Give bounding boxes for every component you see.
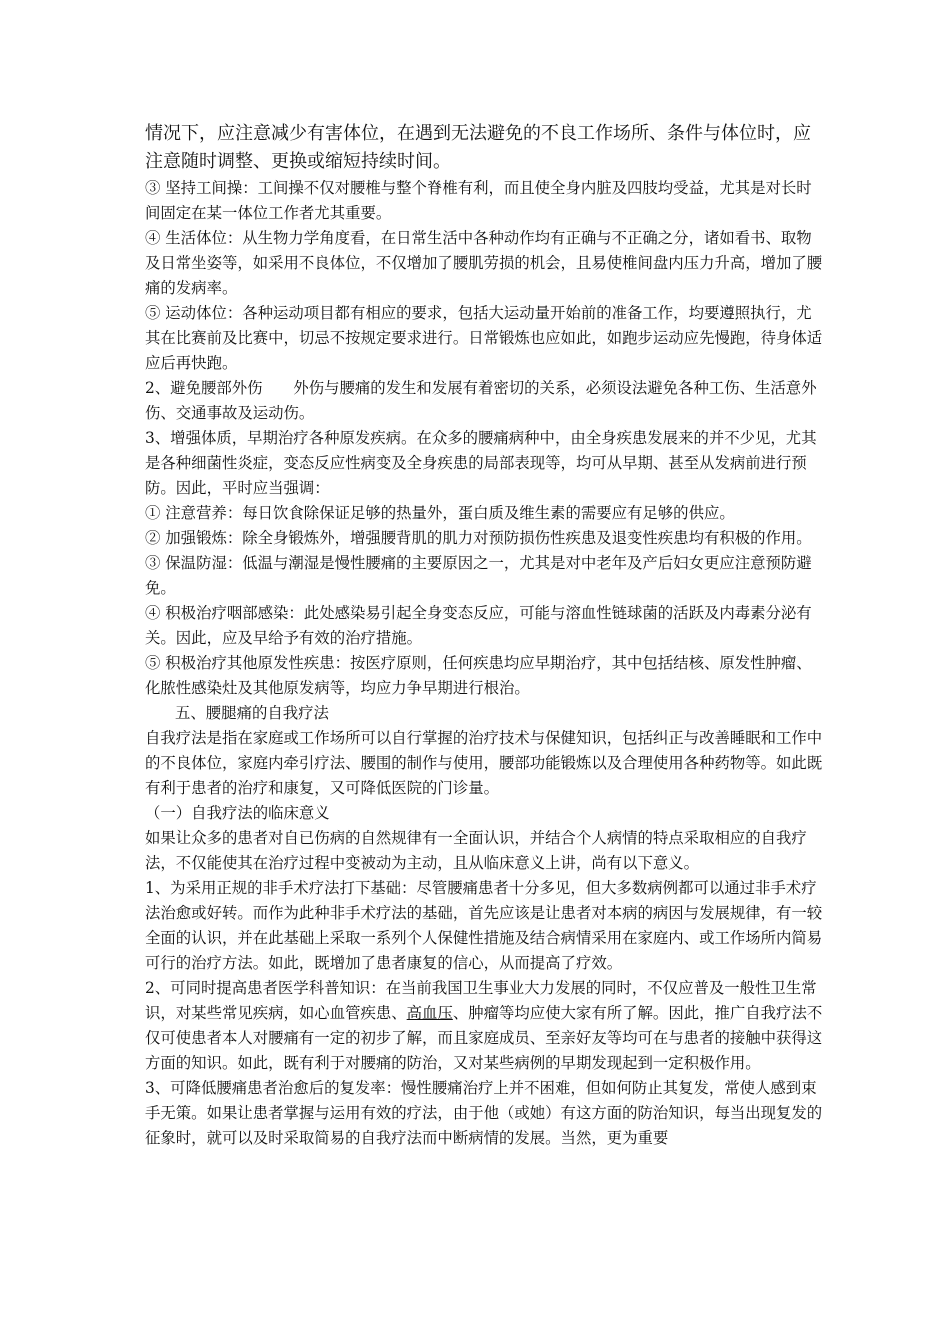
section-heading-self-therapy: 五、腰腿痛的自我疗法 bbox=[175, 704, 329, 722]
paragraph-primary-disease: ⑤ 积极治疗其他原发性疾患：按医疗原则，任何疾患均应早期治疗，其中包括结核、原发性肿瘤、化脓性感染灶及其他原发病等，均应力争早期进行根治。 bbox=[145, 654, 812, 697]
paragraph-self-therapy-definition: 自我疗法是指在家庭或工作场所可以自行掌握的治疗技术与保健知识，包括纠正与改善睡眠和工作中的不良体位，家庭内牵引疗法、腰围的制作与使用，腰部功能锻炼以及合理使用各种药物等。如此既有利于患者的治疗和康复，又可降低医院的门诊量。 bbox=[145, 729, 823, 797]
hypertension-link[interactable]: 高血压 bbox=[406, 1004, 453, 1022]
paragraph-avoid-injury: 2、避免腰部外伤 外伤与腰痛的发生和发展有着密切的关系，必须设法避免各种工伤、生活意外伤、交通事故及运动伤。 bbox=[145, 379, 817, 422]
paragraph-sport-posture: ⑤ 运动体位：各种运动项目都有相应的要求，包括大运动量开始前的准备工作，均要遵照执行，尤其在比赛前及比赛中，切忌不按规定要求进行。日常锻炼也应如此，如跑步运动应先慢跑，待身体适应后再快跑。 bbox=[145, 304, 823, 372]
paragraph-posture-continuation: 情况下，应注意减少有害体位，在遇到无法避免的不良工作场所、条件与体位时，应注意随时调整、更换或缩短持续时间。 bbox=[145, 123, 811, 172]
paragraph-medical-knowledge-part1: 2、可同时提高患者医学科普知识：在当前我国卫生事业大力发展的同时，不仅应普及一般性卫生常识，对某些常见疾病，如心血管疾患、 bbox=[145, 979, 817, 1022]
paragraph-recurrence: 3、可降低腰痛患者治愈后的复发率：慢性腰痛治疗上并不困难，但如何防止其复发，常使人感到束手无策。如果让患者掌握与运用有效的疗法，由于他（或她）有这方面的防治知识，每当出现复发的征象时，就可以及时采取简易的自我疗法而中断病情的发展。当然，更为重要 bbox=[145, 1079, 823, 1147]
paragraph-strengthen-body: 3、增强体质，早期治疗各种原发疾病。在众多的腰痛病种中，由全身疾患发展来的并不少见，尤其是各种细菌性炎症，变态反应性病变及全身疾患的局部表现等，均可从早期、甚至从发病前进行预防。因此，平时应当强调： bbox=[145, 429, 817, 497]
paragraph-living-posture: ④ 生活体位：从生物力学角度看，在日常生活中各种动作均有正确与不正确之分，诸如看书、取物及日常坐姿等，如采用不良体位，不仅增加了腰肌劳损的机会，且易使椎间盘内压力升高，增加了腰痛的发病率。 bbox=[145, 229, 823, 297]
paragraph-warmth: ③ 保温防湿：低温与潮湿是慢性腰痛的主要原因之一，尤其是对中老年及产后妇女更应注意预防避免。 bbox=[145, 554, 812, 597]
paragraph-exercise: ② 加强锻炼：除全身锻炼外，增强腰背肌的肌力对预防损伤性疾患及退变性疾患均有积极的作用。 bbox=[145, 529, 812, 547]
document-body bbox=[145, 120, 825, 1151]
paragraph-throat-infection: ④ 积极治疗咽部感染：此处感染易引起全身变态反应，可能与溶血性链球菌的活跃及内毒素分泌有关。因此，应及早给予有效的治疗措施。 bbox=[145, 604, 812, 647]
subsection-heading-clinical-significance: （一）自我疗法的临床意义 bbox=[145, 804, 330, 822]
paragraph-medical-knowledge bbox=[145, 976, 825, 1076]
paragraph-nonsurgical-basis: 1、为采用正规的非手术疗法打下基础：尽管腰痛患者十分多见，但大多数病例都可以通过非手术疗法治愈或好转。而作为此种非手术疗法的基础，首先应该是让患者对本病的病因与发展规律，有一较全面的认识，并在此基础上采取一系列个人保健性措施及结合病情采用在家庭内、或工作场所内简易可行的治疗方法。如此，既增加了患者康复的信心，从而提高了疗效。 bbox=[145, 879, 823, 972]
paragraph-nutrition: ① 注意营养：每日饮食除保证足够的热量外，蛋白质及维生素的需要应有足够的供应。 bbox=[145, 504, 735, 522]
paragraph-medical-knowledge-part2: 、肿瘤等均应使大家有所了解。因此，推广自我疗法不仅可使患者本人对腰痛有一定的初步了解，而且家庭成员、至亲好友等均可在与患者的接触中获得这方面的知识。如此，既有利于对腰痛的防治，又对某些病例的早期发现起到一定积极作用。 bbox=[145, 1004, 823, 1072]
paragraph-clinical-intro: 如果让众多的患者对自已伤病的自然规律有一全面认识，并结合个人病情的特点采取相应的自我疗法，不仅能使其在治疗过程中变被动为主动，且从临床意义上讲，尚有以下意义。 bbox=[145, 829, 807, 872]
paragraph-work-exercise: ③ 坚持工间操：工间操不仅对腰椎与整个脊椎有利，而且使全身内脏及四肢均受益，尤其是对长时间固定在某一体位工作者尤其重要。 bbox=[145, 179, 812, 222]
